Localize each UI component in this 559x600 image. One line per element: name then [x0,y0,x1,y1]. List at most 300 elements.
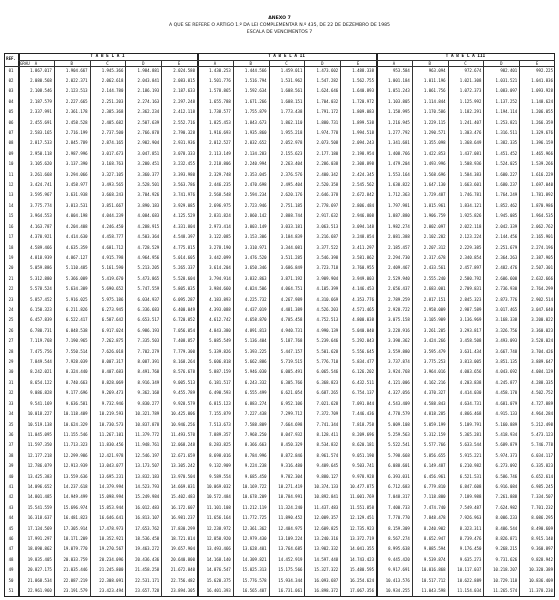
ref-number: 31 [8,379,14,385]
salary-value: 9.830.277 [137,400,160,406]
ref-number: 45 [8,525,14,531]
salary-value: 8.739.476 [459,536,482,542]
salary-value: 9.316.480 [280,463,303,469]
salary-value: 3.668.243 [101,192,124,198]
salary-value: 8.159.309 [388,525,410,531]
salary-value: 1.430.253 [209,67,231,73]
salary-value: 3.775.774 [30,202,52,208]
salary-value: 3.377.522 [316,244,339,250]
salary-value: 4.752.513 [316,317,339,323]
salary-value: 5.473.123 [531,431,553,437]
salary-value: 2.723.946 [244,202,267,208]
salary-value: 3.493.093 [495,338,518,344]
salary-value: 9.132.909 [209,463,231,469]
salary-value: 2.973.414 [209,223,231,229]
salary-value: 8.576.678 [173,369,195,375]
salary-value: 14.876.547 [206,567,231,573]
salary-value: 11.890.452 [278,515,303,521]
salary-value: 5.916.025 [65,296,88,302]
grade-header: D [500,60,503,66]
grade-header: B [249,60,252,66]
salary-value: 4.024.506 [244,286,267,292]
salary-value: 1.925.826 [459,213,482,219]
salary-value: 20.033.759 [63,556,88,562]
salary-value: 15.175.566 [278,567,303,573]
salary-value: 3.924.768 [388,369,410,375]
salary-value: 1.329.676 [531,129,553,135]
salary-value: 2.361.178 [65,109,88,115]
salary-value: 2.052.978 [280,140,303,146]
salary-value: 1.815.961 [423,202,446,208]
salary-value: 2.568.548 [209,192,231,198]
salary-value: 1.974.770 [316,129,339,135]
salary-value: 4.004.198 [65,213,88,219]
salary-value: 3.667.748 [495,348,518,354]
table-title: T A B E L A I [90,54,125,59]
salary-value: 12.177.218 [27,452,52,458]
salary-value: 4.163.787 [30,223,52,229]
salary-value: 15.934.344 [278,577,303,583]
ref-number: 08 [8,140,14,146]
salary-value: 3.794.914 [209,275,231,281]
salary-value: 8.283.825 [209,442,231,448]
salary-value: 8.698.016 [209,452,231,458]
salary-value: 2.353.045 [244,171,267,177]
salary-value: 1.501.776 [209,77,231,83]
salary-value: 1.870.986 [531,202,553,208]
salary-value: 14.096.652 [27,483,52,489]
salary-value: 14.523.793 [135,483,160,489]
salary-value: 8.620.181 [352,442,374,448]
salary-value: 1.945.085 [495,213,518,219]
salary-value: 7.779.300 [173,348,195,354]
salary-value: 5.776.710 [316,359,339,365]
salary-value: 3.909.904 [316,275,339,281]
salary-value: 3.832.863 [244,275,267,281]
salary-value: 20.640.800 [170,556,195,562]
ref-number: 51 [8,588,14,594]
salary-value: 16.401.393 [206,588,231,594]
salary-value: 9.828.942 [531,556,553,562]
salary-value: 10.374.133 [314,483,339,489]
salary-value: 4.064.751 [280,286,303,292]
salary-value: 1.072.373 [459,88,482,94]
salary-value: 3.813.531 [65,202,88,208]
salary-value: 3.047.640 [531,306,553,312]
salary-value: 14.743.423 [349,556,374,562]
salary-value: 1.194.114 [495,109,518,115]
ref-number: 49 [8,567,14,573]
salary-value: 4.414.030 [459,390,482,396]
salary-value: 10.678.209 [242,494,267,500]
salary-value: 5.974.373 [495,452,518,458]
salary-value: 12.850.920 [206,536,231,542]
salary-value: 3.949.003 [352,275,374,281]
salary-value: 4.105.399 [316,286,339,292]
salary-value: 1.125.992 [459,98,482,104]
salary-value: 9.589.554 [209,473,231,479]
salary-value: 7.056.054 [173,327,195,333]
salary-value: 6.522.417 [65,317,88,323]
salary-value: 9.362.168 [137,390,160,396]
salary-value: 9.268.215 [495,546,518,552]
salary-value: 1.852.462 [495,202,518,208]
salary-value: 4.245.877 [495,379,518,385]
salary-value: 10.016.868 [421,567,446,573]
salary-value: 15.541.559 [27,504,52,510]
salary-value: 1.539.266 [531,161,553,167]
salary-value: 6.848.538 [65,327,88,333]
salary-value: 2.736.930 [495,286,518,292]
salary-value: 3.075.158 [388,317,410,323]
salary-value: 2.337.991 [30,109,52,115]
salary-value: 5.856.655 [423,452,446,458]
salary-value: 4.183.893 [209,296,231,302]
salary-value: 5.528.604 [173,275,195,281]
salary-value: 7.624.982 [495,504,518,510]
salary-value: 1.825.453 [209,119,231,125]
salary-value: 8.242.021 [30,369,52,375]
salary-value: 2.790.328 [173,129,195,135]
salary-value: 1.773.438 [280,109,303,115]
salary-value: 953.584 [392,67,410,73]
salary-value: 16.093.687 [314,577,339,583]
salary-value: 18.721.814 [170,536,195,542]
salary-value: 8.086.295 [531,515,553,521]
salary-value: 12.786.079 [27,463,52,469]
salary-value: 4.162.216 [423,379,446,385]
salary-value: 9.731.626 [495,556,518,562]
salary-value: 11.001.769 [349,494,374,500]
salary-value: 2.552.716 [173,119,195,125]
salary-value: 6.400.049 [173,306,195,312]
salary-value: 2.845.323 [459,296,482,302]
salary-value: 4.658.870 [244,317,267,323]
salary-value: 1.738.577 [209,109,231,115]
salary-value: 2.709.831 [459,286,482,292]
salary-value: 5.085.549 [209,338,231,344]
salary-value: 2.186.193 [137,88,160,94]
salary-value: 4.084.683 [137,213,160,219]
salary-value: 16.565.407 [242,588,267,594]
salary-value: 1.562.755 [352,77,374,83]
ref-number: 25 [8,317,14,323]
salary-value: 2.424.345 [352,171,374,177]
salary-value: 15.853.944 [99,504,124,510]
salary-value: 4.589.466 [30,244,52,250]
salary-value: 4.705.458 [280,317,303,323]
salary-value: 14.452.919 [278,556,303,562]
salary-value: 3.105.909 [423,317,446,323]
salary-value: 4.571.465 [352,306,374,312]
salary-value: 7.119.768 [30,338,52,344]
salary-value: 5.109.791 [459,421,482,427]
salary-value: 1.253.821 [495,119,518,125]
salary-value: 2.002.097 [423,223,446,229]
salary-value: 3.737.874 [388,359,410,365]
salary-value: 3.261.668 [30,171,52,177]
salary-value: 21.672.840 [170,567,195,573]
salary-value: 1.341.681 [388,140,410,146]
salary-value: 2.470.698 [244,182,267,188]
salary-value: 1.001.184 [388,77,410,83]
salary-value: 2.888.744 [280,213,303,219]
salary-value: 15.327.322 [314,567,339,573]
salary-value: 1.031.521 [495,77,518,83]
salary-value: 7.118.800 [423,494,446,500]
salary-value: 1.945.366 [101,67,124,73]
salary-value: 4.414.630 [65,234,88,240]
ref-number: 32 [8,390,14,396]
salary-value: 4.044.239 [101,213,124,219]
salary-value: 1.524.025 [495,161,518,167]
salary-value: 5.161.590 [101,265,124,271]
salary-value: 2.831.824 [209,213,231,219]
salary-value: 1.137.252 [495,98,518,104]
salary-value: 4.458.777 [101,234,124,240]
salary-value: 6.652.614 [531,473,553,479]
salary-value: 2.656.437 [388,286,410,292]
ref-number: 17 [8,234,14,240]
salary-value: 8.916.349 [137,379,160,385]
salary-value: 2.458.528 [65,119,88,125]
salary-value: 1.229.115 [423,119,446,125]
salary-value: 8.406.544 [495,525,518,531]
salary-value: 12.671.659 [170,452,195,458]
salary-value: 7.848.478 [423,515,446,521]
salary-value: 1.408.766 [388,150,410,156]
salary-value: 1.578.865 [209,88,231,94]
salary-value: 2.778.697 [316,202,339,208]
salary-value: 6.243.332 [244,379,267,385]
salary-value: 3.889.647 [531,359,553,365]
salary-value: 18.352.921 [99,536,124,542]
grade-header: C [285,60,288,66]
ref-number: 36 [8,431,14,437]
salary-value: 2.987.996 [65,150,88,156]
salary-value: 6.336.683 [137,306,160,312]
salary-value: 16.813.107 [135,515,160,521]
salary-value: 5.798.668 [388,452,410,458]
salary-value: 5.473.865 [137,275,160,281]
salary-value: 5.110.485 [65,265,88,271]
salary-value: 8.740.663 [65,379,88,385]
salary-value: 2.207.312 [423,244,446,250]
salary-value: 4.437.019 [244,306,267,312]
salary-value: 14.597.448 [314,556,339,562]
salary-value: 6.985.245 [531,483,553,489]
salary-value: 2.113.149 [209,150,231,156]
salary-value: 1.616.229 [531,171,553,177]
salary-value: 5.690.652 [101,286,124,292]
salary-value: 982.401 [500,67,518,73]
salary-value: 16.731.061 [278,588,303,594]
salary-value: 3.559.880 [388,348,410,354]
salary-value: 12.238.972 [206,525,231,531]
salary-value: 3.294.066 [65,171,88,177]
salary-value: 3.017.673 [101,150,124,156]
salary-value: 2.737.500 [101,129,124,135]
ref-number: 24 [8,306,14,312]
salary-value: 1.479.204 [388,161,410,167]
salary-value: 1.904.667 [65,67,88,73]
salary-value: 13.425.383 [27,473,52,479]
ref-number: 04 [8,98,14,104]
salary-value: 3.047.851 [137,150,160,156]
salary-value: 1.083.097 [495,88,518,94]
salary-value: 8.652.947 [423,536,446,542]
salary-value: 6.456.961 [423,473,446,479]
salary-value: 9.782.304 [280,473,303,479]
salary-value: 11.656.164 [206,515,231,521]
salary-value: 4.310.669 [316,296,339,302]
salary-value: 8.128.411 [316,431,339,437]
salary-value: 23.657.728 [135,588,160,594]
salary-value: 3.871.192 [280,275,303,281]
salary-value: 1.843.673 [244,119,267,125]
salary-value: 5.136.404 [244,338,267,344]
salary-value: 17.305.914 [63,525,88,531]
grade-header: B [428,60,431,66]
salary-value: 1.444.566 [244,67,267,73]
salary-value: 9.539.874 [423,556,446,562]
salary-value: 7.741.344 [316,421,339,427]
salary-value: 5.292.043 [352,338,374,344]
salary-value: 9.928.579 [173,400,195,406]
ref-number: 11 [8,171,14,177]
salary-value: 3.511.285 [280,254,303,260]
ref-number: 41 [8,483,14,489]
salary-table [4,53,555,597]
salary-value: 2.294.730 [388,254,410,260]
salary-value: 9.685.450 [244,473,267,479]
salary-value: 3.964.553 [30,213,52,219]
salary-value: 2.672.842 [352,192,374,198]
ref-number: 02 [8,77,14,83]
salary-value: 2.860.142 [244,213,267,219]
salary-value: 6.149.487 [423,463,446,469]
salary-value: 3.278.190 [209,244,231,250]
salary-value: 9.005.513 [173,379,195,385]
salary-value: 1.568.696 [423,171,446,177]
salary-value: 12.361.362 [242,525,267,531]
salary-value: 6.095.287 [173,296,195,302]
salary-value: 8.006.233 [495,515,518,521]
salary-value: 21.458.258 [135,567,160,573]
salary-value: 2.646.378 [316,192,339,198]
ref-number: 07 [8,129,14,135]
salary-value: 19.657.904 [170,546,195,552]
salary-value: 4.393.088 [209,306,231,312]
salary-value: 2.789.259 [388,296,410,302]
salary-value: 7.770.770 [388,515,410,521]
salary-value: 6.720.052 [173,317,195,323]
salary-value: 7.048.317 [388,494,410,500]
salary-value: 1.647.130 [423,182,446,188]
salary-value: 1.051.243 [388,88,410,94]
salary-value: 13.764.685 [278,546,303,552]
salary-value: 4.543.409 [388,400,410,406]
salary-value: 2.340.854 [459,254,482,260]
salary-value: 12.609.825 [314,525,339,531]
salary-value: 12.735.923 [349,525,374,531]
salary-value: 9.051.190 [352,452,374,458]
ref-number: 18 [8,244,14,250]
salary-value: 3.003.149 [244,223,267,229]
salary-value: 17.991.297 [27,536,52,542]
salary-value: 13.832.183 [135,473,160,479]
salary-value: 1.277.792 [388,129,410,135]
salary-value: 3.293.817 [459,327,482,333]
salary-value: 6.088.601 [388,463,410,469]
salary-value: 8.407.683 [101,369,124,375]
salary-value: 5.633.544 [459,442,482,448]
salary-value: 1.781.892 [531,192,553,198]
ref-number: 40 [8,473,14,479]
salary-value: 6.712.683 [388,483,410,489]
salary-value: 16.646.641 [99,515,124,521]
ref-number: 34 [8,411,14,417]
salary-value: 5.857.452 [30,296,52,302]
ref-number: 10 [8,161,14,167]
ref-number: 23 [8,296,14,302]
salary-value: 3.200.451 [137,161,160,167]
salary-value: 9.880.127 [316,473,339,479]
salary-value: 4.800.038 [352,317,374,323]
salary-value: 4.728.529 [137,244,160,250]
salary-value: 20.827.175 [27,567,52,573]
salary-value: 9.455.789 [173,390,195,396]
salary-value: 1.600.227 [495,171,518,177]
salary-value: 1.982.274 [388,223,410,229]
salary-value: 3.360.023 [531,327,553,333]
salary-value: 2.507.301 [531,265,553,271]
salary-value: 3.528.024 [531,338,553,344]
salary-value: 5.365.281 [459,431,482,437]
salary-value: 2.362.234 [137,109,160,115]
salary-value: 1.608.561 [280,88,303,94]
salary-value: 4.502.752 [531,390,553,396]
salary-value: 2.928.722 [388,306,410,312]
salary-value: 2.632.666 [531,275,553,281]
ref-number: 39 [8,463,14,469]
salary-value: 5.419.670 [101,275,124,281]
salary-value: 14.801.485 [27,494,52,500]
salary-value: 1.984.881 [137,67,160,73]
salary-value: 1.303.476 [459,129,482,135]
salary-value: 14.669.031 [170,483,195,489]
salary-value: 1.994.518 [352,129,374,135]
salary-value: 2.062.762 [531,223,553,229]
ref-number: 15 [8,213,14,219]
salary-value: 2.400.342 [316,171,339,177]
salary-value: 3.984.660 [209,286,231,292]
salary-value: 7.818.758 [352,421,374,427]
salary-value: 17.134.569 [27,525,52,531]
salary-value: 1.663.601 [459,182,482,188]
salary-value: 22.961.960 [27,588,52,594]
salary-value: 1.955.218 [280,129,303,135]
salary-value: 2.495.404 [280,182,303,188]
salary-value: 3.546.398 [316,254,339,260]
salary-value: 5.556.645 [352,348,374,354]
salary-value: 1.697.040 [531,182,553,188]
salary-value: 5.059.886 [30,265,52,271]
salary-value: 4.727.889 [531,400,553,406]
ref-header: REF. [6,56,16,61]
salary-value: 2.555.240 [423,275,446,281]
salary-value: 1.729.487 [423,192,446,198]
